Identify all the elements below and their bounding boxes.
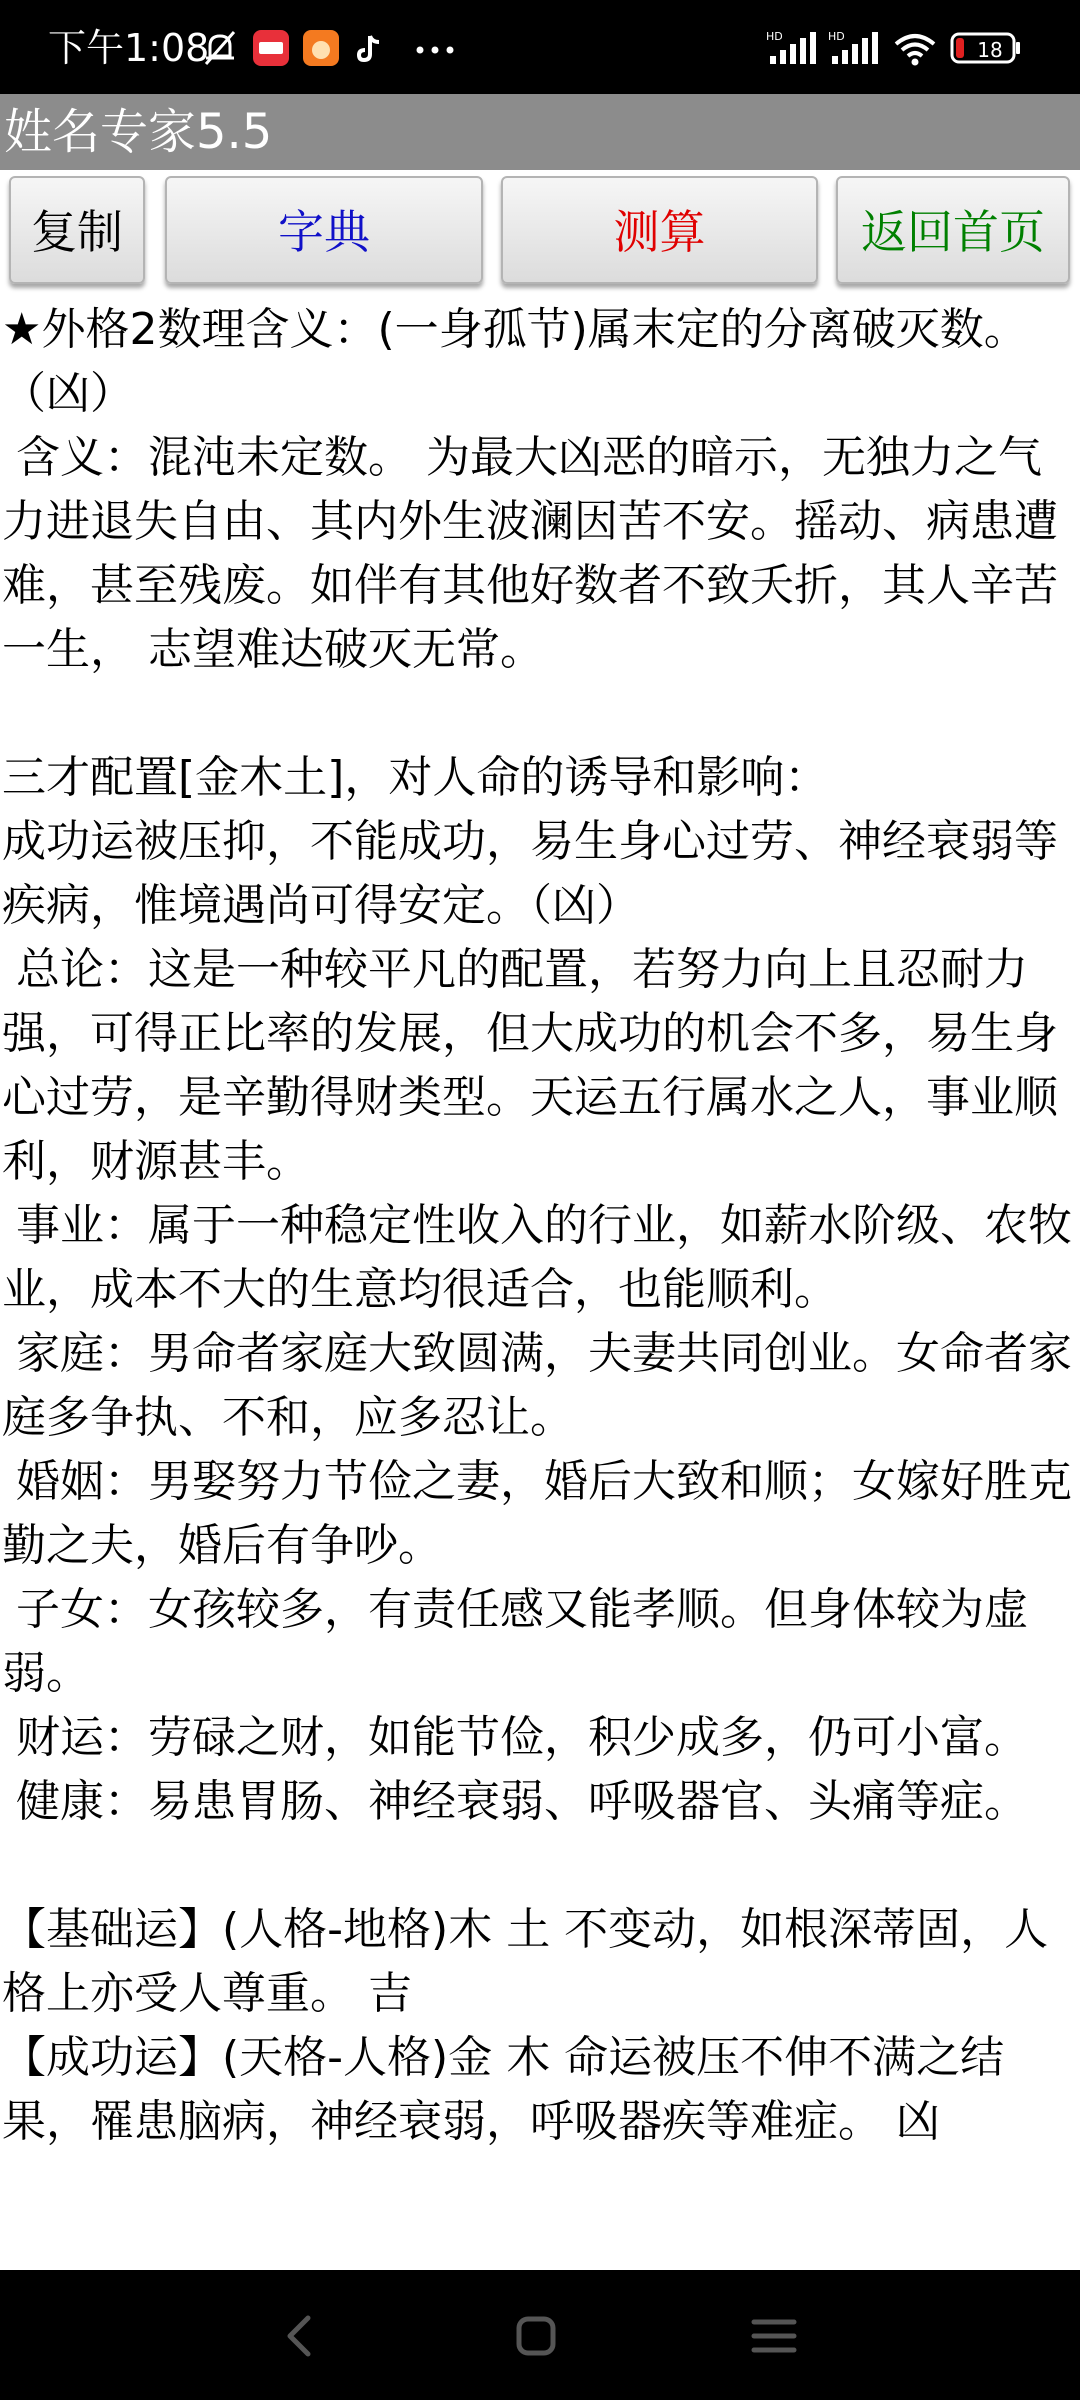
text-line: 健康：易患胃肠、神经衰弱、呼吸器官、头痛等症。	[2, 1776, 1028, 1827]
blank-line	[2, 1834, 1076, 1898]
calculate-button[interactable]	[501, 176, 818, 284]
status-time: 下午1:08	[48, 26, 210, 70]
system-nav-bar	[0, 2270, 1080, 2400]
home-icon[interactable]	[506, 2306, 566, 2366]
dictionary-button[interactable]	[165, 176, 483, 284]
shopping-app-icon	[302, 28, 340, 68]
calculate-button-label: 测算	[613, 205, 706, 259]
text-line: ★外格2数理含义：(一身孤节)属末定的分离破灭数。（凶）	[2, 304, 1028, 419]
app-title: 姓名专家5.5	[4, 104, 273, 160]
text-line: 家庭：男命者家庭大致圆满，夫妻共同创业。女命者家庭多争执、不和，应多忍让。	[2, 1328, 1072, 1443]
hd-signal-icon	[766, 28, 822, 68]
hd-signal-icon	[828, 28, 884, 68]
text-line: 【成功运】(天格-人格)金 木 命运被压不伸不满之结果，罹患脑病，神经衰弱，呼吸器疾等难症。 凶	[2, 2032, 1005, 2147]
battery-level: 18	[977, 38, 1003, 62]
text-line: 含义：混沌未定数。 为最大凶恶的暗示，无独力之气力进退失自由、其内外生波澜因苦不安。摇动、病患遭难，甚至残废。如伴有其他好数者不致夭折，其人辛苦一生， 志望难达破灭无常。	[2, 432, 1058, 675]
status-bar	[0, 0, 1080, 94]
text-line: 婚姻：男娶努力节俭之妻，婚后大致和顺；女嫁好胜克勤之夫，婚后有争吵。	[2, 1456, 1072, 1571]
menu-icon[interactable]	[744, 2306, 804, 2366]
dictionary-button-label: 字典	[278, 205, 370, 259]
svg-text:HD: HD	[766, 30, 783, 43]
text-line: 事业：属于一种稳定性收入的行业，如薪水阶级、农牧业，成本不大的生意均很适合，也能顺利。	[2, 1200, 1072, 1315]
result-text-area[interactable]	[0, 298, 1080, 2270]
toutiao-app-icon	[252, 28, 290, 68]
text-line: 【基础运】(人格-地格)木 土 不变动，如根深蒂固，人格上亦受人尊重。 吉	[2, 1904, 1049, 2019]
more-dots-icon	[412, 28, 458, 68]
svg-text:HD: HD	[828, 30, 845, 43]
mute-bell-icon	[200, 28, 240, 68]
text-line: 三才配置[金木土]，对人命的诱导和影响：	[2, 752, 829, 803]
app-title-bar	[0, 94, 1080, 170]
blank-line	[2, 682, 1076, 746]
copy-button[interactable]	[9, 176, 145, 284]
text-line: 子女：女孩较多，有责任感又能孝顺。但身体较为虚弱。	[2, 1584, 1028, 1699]
text-line: 财运：劳碌之财，如能节俭，积少成多，仍可小富。	[2, 1712, 1028, 1763]
toolbar	[0, 170, 1080, 298]
back-icon[interactable]	[270, 2306, 330, 2366]
text-line: 成功运被压抑，不能成功，易生身心过劳、神经衰弱等疾病，惟境遇尚可得安定。（凶）	[2, 816, 1058, 931]
wifi-icon	[892, 28, 938, 68]
tiktok-icon	[352, 28, 388, 68]
back-to-home-button[interactable]	[836, 176, 1070, 284]
copy-button-label: 复制	[31, 205, 123, 259]
text-line: 总论：这是一种较平凡的配置，若努力向上且忍耐力强，可得正比率的发展，但大成功的机会不多，易生身心过劳，是辛勤得财类型。天运五行属水之人，事业顺利，财源甚丰。	[2, 944, 1058, 1187]
back-to-home-button-label: 返回首页	[861, 205, 1045, 259]
